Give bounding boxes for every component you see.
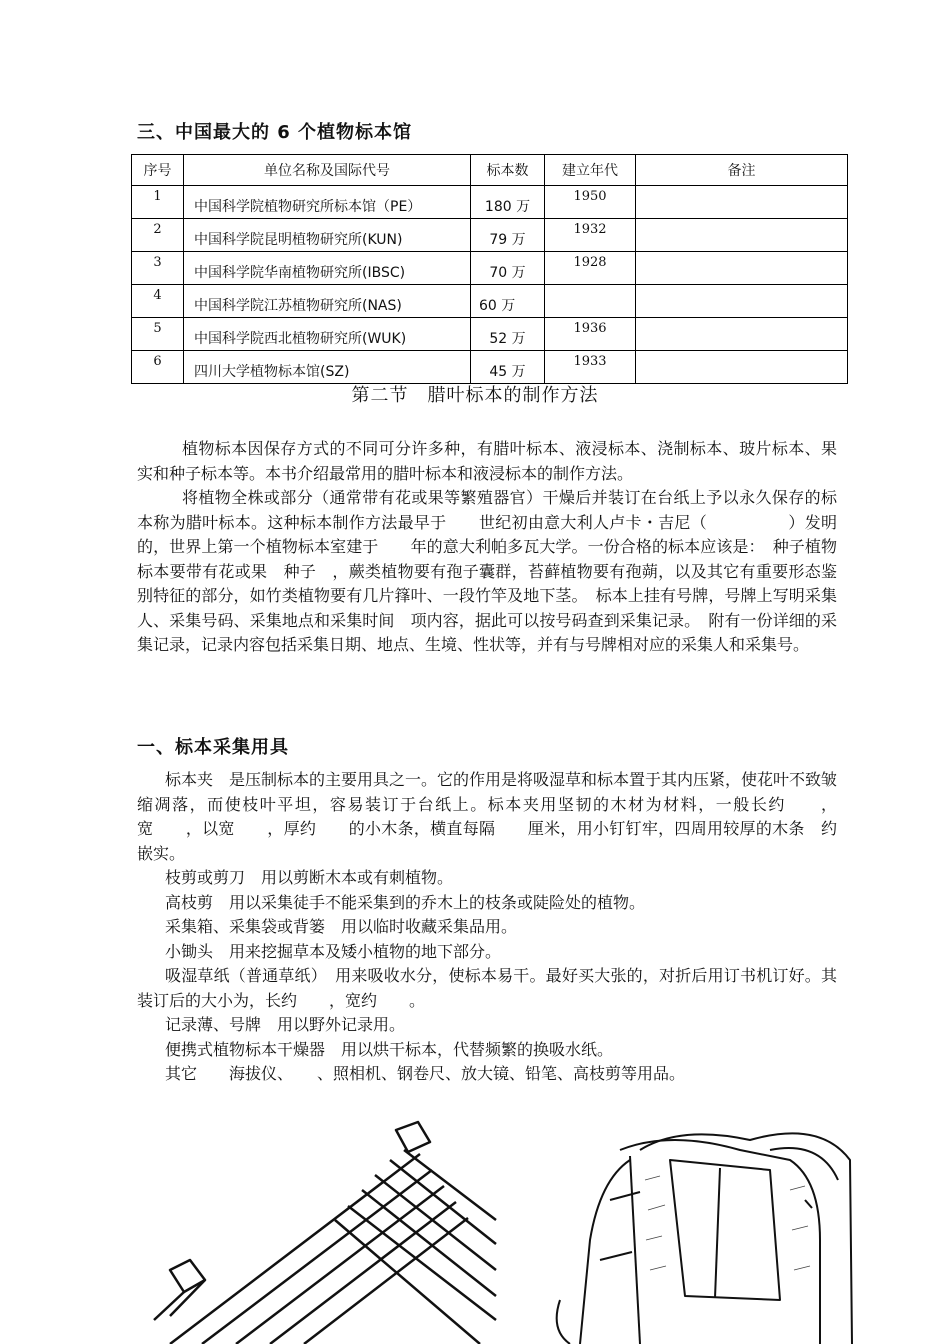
cell-count: 52 万 <box>471 318 545 351</box>
cell-index: 3 <box>132 252 184 285</box>
cell-count: 70 万 <box>471 252 545 285</box>
paragraph: 记录薄、号牌 用以野外记录用。 <box>165 1015 406 1034</box>
table-row <box>132 351 848 384</box>
cell-name: 中国科学院江苏植物研究所(NAS) <box>184 285 471 318</box>
cell-count: 180 万 <box>471 186 545 219</box>
tools-heading: 一、标本采集用具 <box>137 737 289 758</box>
section-title-herbaria: 三、中国最大的 6 个植物标本馆 <box>137 122 413 143</box>
cell-note <box>636 186 848 219</box>
table-row <box>132 285 848 318</box>
cell-year: 1928 <box>545 252 636 285</box>
cell-year: 1932 <box>545 219 636 252</box>
cell-year <box>545 285 636 318</box>
cell-count: 45 万 <box>471 351 545 384</box>
cell-note <box>636 285 848 318</box>
cell-index: 1 <box>132 186 184 219</box>
cell-name: 中国科学院华南植物研究所(IBSC) <box>184 252 471 285</box>
table-row <box>132 252 848 285</box>
paragraph: 吸湿草纸（普通草纸） 用来吸收水分，使标本易干。最好买大张的，对折后用订书机订好。其装订后的大小为，长约 ，宽约 。 <box>137 966 837 1010</box>
cell-note <box>636 351 848 384</box>
cell-index: 2 <box>132 219 184 252</box>
cell-name: 中国科学院西北植物研究所(WUK) <box>184 318 471 351</box>
paragraph: 采集箱、采集袋或背篓 用以临时收藏采集品用。 <box>165 917 518 936</box>
paragraph: 标本夹 是压制标本的主要用具之一。它的作用是将吸湿草和标本置于其内压紧，使花叶不致皱缩凋落，而使枝叶平坦，容易装订于台纸上。标本夹用坚韧的木材为材料，一般长约 ，宽 ，以宽 ，厚约 的小木条，横直每隔 厘米，用小钉钉牢，四周用较厚的木条 约 嵌实。 <box>137 770 870 863</box>
cell-index: 4 <box>132 285 184 318</box>
cell-name: 中国科学院昆明植物研究所(KUN) <box>184 219 471 252</box>
cell-index: 5 <box>132 318 184 351</box>
cell-name: 中国科学院植物研究所标本馆（PE） <box>184 186 471 219</box>
paragraph: 枝剪或剪刀 用以剪断木本或有刺植物。 <box>165 868 454 887</box>
table-row <box>132 318 848 351</box>
tools-text <box>137 768 870 1087</box>
plant-press-illustration <box>150 1120 500 1344</box>
section-heading: 第二节 腊叶标本的制作方法 <box>351 385 599 406</box>
cell-year: 1936 <box>545 318 636 351</box>
cell-note <box>636 252 848 285</box>
cell-year: 1933 <box>545 351 636 384</box>
paragraph: 将植物全株或部分（通常带有花或果等繁殖器官）干燥后并装订在台纸上予以永久保存的标本称为腊叶标本。这种标本制作方法最早于 世纪初由意大利人卢卡・吉尼（ ）发明的，世界上第一个植物标本室建于 年的意大利帕多瓦大学。一份合格的标本应该是： 种子植物标本要带有花或果 种子 ，蕨类植物要有孢子囊群，苔藓植物要有孢蒴，以及其它有重要形态鉴别特征的部分，如竹类植物要有几片箨叶、一段竹竿及地下茎。 标本上挂有号牌，号牌上写明采集人、采集号码、采集地点和采集时间 项内容，据此可以按号码查到采集记录。 附有一份详细的采集记录，记录内容包括采集日期、地点、生境、性状等，并有与号牌相对应的采集人和采集号。 <box>137 488 837 654</box>
herbarium-table <box>131 154 848 384</box>
header-note: 备注 <box>636 155 848 186</box>
header-year: 建立年代 <box>545 155 636 186</box>
cell-index: 6 <box>132 351 184 384</box>
cell-note <box>636 219 848 252</box>
cell-year: 1950 <box>545 186 636 219</box>
cell-note <box>636 318 848 351</box>
header-name: 单位名称及国际代号 <box>184 155 471 186</box>
table-row <box>132 186 848 219</box>
intro-text <box>137 437 837 658</box>
collecting-bag-illustration <box>520 1120 860 1344</box>
paragraph: 其它 海拔仪、 、照相机、钢卷尺、放大镜、铅笔、高枝剪等用品。 <box>165 1064 686 1083</box>
header-index: 序号 <box>132 155 184 186</box>
table-row <box>132 219 848 252</box>
paragraph: 植物标本因保存方式的不同可分许多种，有腊叶标本、液浸标本、浇制标本、玻片标本、果实和种子标本等。本书介绍最常用的腊叶标本和液浸标本的制作方法。 <box>137 439 837 483</box>
paragraph: 便携式植物标本干燥器 用以烘干标本，代替频繁的换吸水纸。 <box>165 1039 614 1059</box>
paragraph: 小锄头 用来挖掘草本及矮小植物的地下部分。 <box>165 941 502 961</box>
cell-count: 79 万 <box>471 219 545 252</box>
table-header-row <box>132 155 848 186</box>
cell-count: 60 万 <box>471 285 545 318</box>
header-count: 标本数 <box>471 155 545 186</box>
cell-name: 四川大学植物标本馆(SZ) <box>184 351 471 384</box>
paragraph: 高枝剪 用以采集徒手不能采集到的乔木上的枝条或陡险处的植物。 <box>165 892 646 912</box>
